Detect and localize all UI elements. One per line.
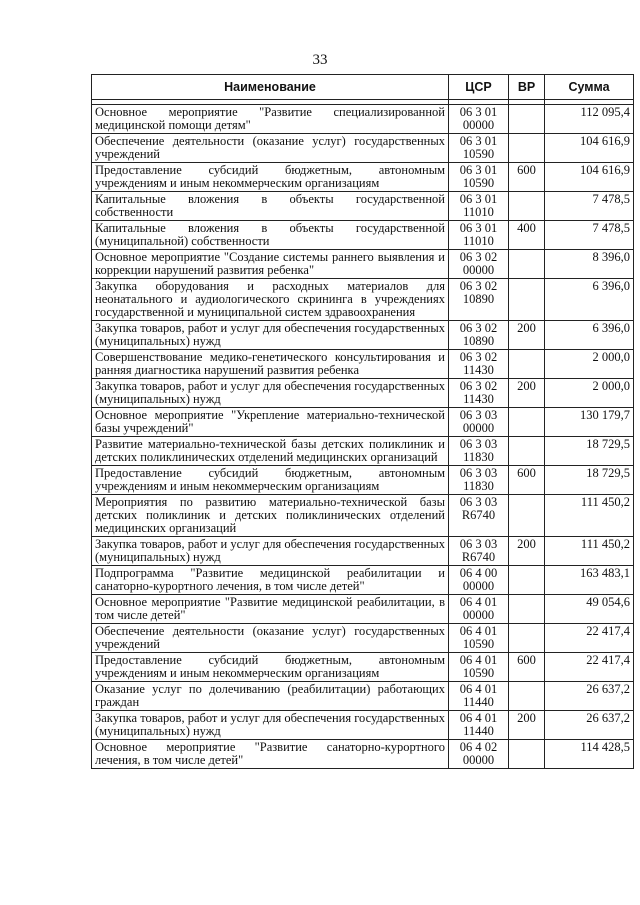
row-csr (449, 105, 509, 134)
row-sum: 49 054,6 (545, 595, 634, 624)
row-name: Обеспечение деятельности (оказание услуг) государственных учреждений (92, 624, 449, 653)
row-csr-direction: 00000 (462, 263, 495, 277)
row-name: Основное мероприятие "Создание системы раннего выявления и коррекции нарушений развития ребенка" (92, 250, 449, 279)
row-csr-direction: 00000 (462, 608, 495, 622)
row-vr (509, 350, 545, 379)
row-sum: 130 179,7 (545, 408, 634, 437)
row-vr: 200 (509, 379, 545, 408)
table-row (92, 711, 634, 740)
row-csr-program: 06 3 02 (459, 350, 498, 364)
page-number: 33 (312, 52, 328, 68)
row-vr: 600 (509, 466, 545, 495)
row-csr-program: 06 3 02 (459, 379, 498, 393)
row-csr-program: 06 3 03 (459, 408, 498, 422)
row-csr (449, 624, 509, 653)
row-vr (509, 250, 545, 279)
row-sum: 163 483,1 (545, 566, 634, 595)
header-csr: ЦСР (449, 75, 509, 100)
row-sum: 7 478,5 (545, 221, 634, 250)
table-row (92, 221, 634, 250)
row-csr-program: 06 3 01 (459, 192, 498, 206)
row-name: Закупка товаров, работ и услуг для обеспечения государственных (муниципальных) нужд (92, 537, 449, 566)
row-sum: 18 729,5 (545, 466, 634, 495)
table-row (92, 379, 634, 408)
row-csr-direction: 11830 (463, 479, 494, 493)
row-sum: 104 616,9 (545, 163, 634, 192)
row-vr (509, 682, 545, 711)
table-row (92, 624, 634, 653)
row-name: Закупка оборудования и расходных материалов для неонатального и аудиологического скрининга в учреждениях государственной и муниципальной систем здравоохранения (92, 279, 449, 321)
row-sum: 6 396,0 (545, 279, 634, 321)
row-name: Развитие материально-технической базы детских поликлиник и детских поликлинических отделений медицинских организаций (92, 437, 449, 466)
row-sum: 22 417,4 (545, 653, 634, 682)
row-csr-program: 06 3 01 (459, 105, 498, 119)
table-row (92, 437, 634, 466)
row-name: Обеспечение деятельности (оказание услуг) государственных учреждений (92, 134, 449, 163)
row-csr-program: 06 4 01 (459, 595, 498, 609)
table-row (92, 495, 634, 537)
row-name: Мероприятия по развитию материально-технической базы детских поликлиник и детских поликлинических отделений медицинских организаций (92, 495, 449, 537)
row-csr-program: 06 4 01 (459, 653, 498, 667)
row-csr-program: 06 4 01 (459, 711, 498, 725)
row-csr (449, 279, 509, 321)
table-body (92, 105, 634, 769)
row-csr-direction: 10590 (462, 637, 495, 651)
row-vr (509, 495, 545, 537)
row-csr (449, 495, 509, 537)
row-name: Подпрограмма "Развитие медицинской реабилитации и санаторно-курортного лечения, в том числе детей" (92, 566, 449, 595)
row-csr-program: 06 4 01 (459, 682, 498, 696)
row-vr (509, 279, 545, 321)
table-row (92, 653, 634, 682)
row-vr (509, 624, 545, 653)
row-name: Предоставление субсидий бюджетным, автономным учреждениям и иным некоммерческим организациям (92, 653, 449, 682)
row-csr-direction: 11830 (463, 450, 494, 464)
row-sum: 104 616,9 (545, 134, 634, 163)
row-csr (449, 682, 509, 711)
table-row (92, 134, 634, 163)
header-sum: Сумма (545, 75, 634, 100)
row-csr-direction: 00000 (462, 753, 495, 767)
row-csr (449, 379, 509, 408)
row-csr (449, 595, 509, 624)
row-csr-program: 06 3 01 (459, 221, 498, 235)
table-row (92, 466, 634, 495)
row-csr-direction: 00000 (462, 421, 495, 435)
row-csr-program: 06 3 02 (459, 279, 498, 293)
header-vr: ВР (509, 75, 545, 100)
row-csr-program: 06 4 02 (459, 740, 498, 754)
row-name: Основное мероприятие "Развитие санаторно-курортного лечения, в том числе детей" (92, 740, 449, 769)
row-csr (449, 192, 509, 221)
row-csr-direction: 11440 (463, 695, 494, 709)
row-sum: 112 095,4 (545, 105, 634, 134)
table-row (92, 566, 634, 595)
row-vr (509, 134, 545, 163)
row-csr (449, 711, 509, 740)
row-csr (449, 437, 509, 466)
row-csr-direction: 00000 (462, 118, 495, 132)
table-row (92, 740, 634, 769)
row-sum: 111 450,2 (545, 495, 634, 537)
row-csr (449, 134, 509, 163)
row-vr: 200 (509, 537, 545, 566)
row-vr (509, 595, 545, 624)
row-sum: 26 637,2 (545, 711, 634, 740)
row-vr: 200 (509, 711, 545, 740)
budget-table (91, 74, 634, 769)
row-csr-direction: 11440 (463, 724, 494, 738)
row-csr-direction: 11010 (463, 205, 494, 219)
table-row (92, 408, 634, 437)
row-csr (449, 566, 509, 595)
row-sum: 7 478,5 (545, 192, 634, 221)
row-sum: 114 428,5 (545, 740, 634, 769)
row-name: Предоставление субсидий бюджетным, автономным учреждениям и иным некоммерческим организациям (92, 466, 449, 495)
table-row (92, 250, 634, 279)
row-csr-direction: 11010 (463, 234, 494, 248)
row-sum: 8 396,0 (545, 250, 634, 279)
row-vr: 200 (509, 321, 545, 350)
row-csr-direction: R6740 (461, 508, 496, 522)
row-csr (449, 163, 509, 192)
row-vr (509, 740, 545, 769)
row-csr-program: 06 3 01 (459, 134, 498, 148)
row-sum: 26 637,2 (545, 682, 634, 711)
row-csr (449, 408, 509, 437)
row-csr-program: 06 3 03 (459, 495, 498, 509)
row-name: Совершенствование медико-генетического консультирования и ранняя диагностика нарушений развития ребенка (92, 350, 449, 379)
row-vr (509, 105, 545, 134)
table-row (92, 682, 634, 711)
row-csr-program: 06 3 03 (459, 437, 498, 451)
table-row (92, 537, 634, 566)
table-row (92, 350, 634, 379)
row-sum: 18 729,5 (545, 437, 634, 466)
row-csr-direction: 10590 (462, 176, 495, 190)
row-name: Капитальные вложения в объекты государственной собственности (92, 192, 449, 221)
row-name: Основное мероприятие "Развитие медицинской реабилитации, в том числе детей" (92, 595, 449, 624)
row-name: Основное мероприятие "Укрепление материально-технической базы учреждений" (92, 408, 449, 437)
row-vr: 600 (509, 163, 545, 192)
row-vr (509, 566, 545, 595)
row-csr (449, 466, 509, 495)
row-csr-program: 06 3 02 (459, 321, 498, 335)
row-csr-program: 06 3 02 (459, 250, 498, 264)
row-sum: 22 417,4 (545, 624, 634, 653)
row-name: Закупка товаров, работ и услуг для обеспечения государственных (муниципальных) нужд (92, 321, 449, 350)
row-csr-direction: 11430 (463, 363, 494, 377)
table-row (92, 279, 634, 321)
row-csr-direction: 10890 (462, 292, 495, 306)
row-name: Оказание услуг по долечиванию (реабилитации) работающих граждан (92, 682, 449, 711)
row-name: Предоставление субсидий бюджетным, автономным учреждениям и иным некоммерческим организациям (92, 163, 449, 192)
row-csr-program: 06 4 01 (459, 624, 498, 638)
table-row (92, 321, 634, 350)
row-csr-direction: R6740 (461, 550, 496, 564)
row-vr (509, 437, 545, 466)
row-vr (509, 192, 545, 221)
row-name: Капитальные вложения в объекты государственной (муниципальной) собственности (92, 221, 449, 250)
row-vr: 400 (509, 221, 545, 250)
row-csr (449, 537, 509, 566)
row-csr-direction: 00000 (462, 579, 495, 593)
row-csr-direction: 10890 (462, 334, 495, 348)
row-csr-program: 06 3 03 (459, 466, 498, 480)
row-sum: 2 000,0 (545, 350, 634, 379)
row-csr-program: 06 3 03 (459, 537, 498, 551)
row-csr (449, 653, 509, 682)
row-vr (509, 408, 545, 437)
row-csr (449, 221, 509, 250)
row-csr-program: 06 4 00 (459, 566, 498, 580)
table-row (92, 192, 634, 221)
table-header-row (92, 75, 634, 100)
row-sum: 111 450,2 (545, 537, 634, 566)
header-name: Наименование (92, 75, 449, 100)
table-row (92, 595, 634, 624)
row-csr-direction: 11430 (463, 392, 494, 406)
row-csr-direction: 10590 (462, 666, 495, 680)
row-vr: 600 (509, 653, 545, 682)
row-name: Закупка товаров, работ и услуг для обеспечения государственных (муниципальных) нужд (92, 711, 449, 740)
row-sum: 2 000,0 (545, 379, 634, 408)
table-row (92, 163, 634, 192)
row-csr-program: 06 3 01 (459, 163, 498, 177)
row-csr (449, 350, 509, 379)
row-name: Основное мероприятие "Развитие специализированной медицинской помощи детям" (92, 105, 449, 134)
table-row (92, 105, 634, 134)
row-csr-direction: 10590 (462, 147, 495, 161)
row-csr (449, 321, 509, 350)
row-csr (449, 740, 509, 769)
row-name: Закупка товаров, работ и услуг для обеспечения государственных (муниципальных) нужд (92, 379, 449, 408)
row-sum: 6 396,0 (545, 321, 634, 350)
row-csr (449, 250, 509, 279)
